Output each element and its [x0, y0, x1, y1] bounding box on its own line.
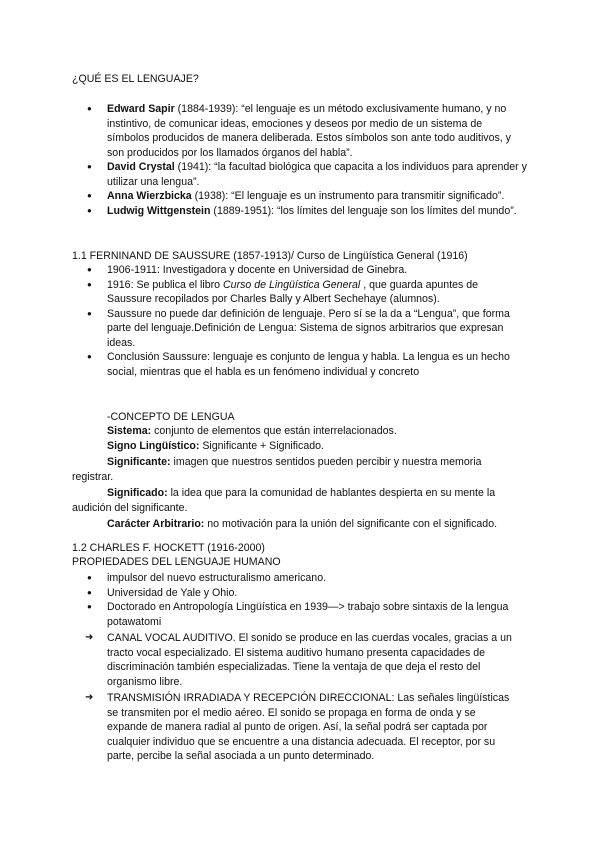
definition-item: Carácter Arbitrario: no motivación para la unión del significante con el significado.	[107, 518, 498, 530]
list-item: ● 1906-1911: Investigadora y docente en Universidad de Ginebra.	[107, 263, 517, 278]
list-item: ● Edward Sapir (1884-1939): “el lenguaje es un método exclusivamente humano, y no instintivo, de comunicar ideas, emociones y deseos por medio de un sistema de símbolos producidos de manera deliberada. Estos símbolos son ante todo auditivos, y son producidos por los llamados órganos del habla”.	[107, 102, 527, 160]
list-item: ● Ludwig Wittgenstein (1889-1951): “los límites del lenguaje son los límites del mundo”.	[107, 204, 527, 219]
definition-item: Significante: imagen que nuestros sentidos pueden percibir y nuestra memoria registrar.	[72, 456, 482, 483]
list-item: ● Saussure no puede dar definición de lenguaje. Pero sí se la da a “Lengua”, que forma parte del lenguaje.Definición de Lengua: Sistema de signos arbitrarios que expresan ideas.	[107, 307, 517, 351]
list-item: ● David Crystal (1941): “la facultad biológica que capacita a los individuos para aprender y utilizar una lengua”.	[107, 160, 527, 189]
list-item: ● Universidad de Yale y Ohio.	[107, 586, 517, 601]
definition-item: Significado: la idea que para la comunidad de hablantes despierta en su mente la audición del significante.	[72, 487, 496, 514]
hockett-list	[107, 571, 517, 764]
section-heading: 1.1 FERNINAND DE SAUSSURE (1857-1913)/ Curso de Lingüística General (1916)	[72, 250, 468, 262]
list-item: ● impulsor del nuevo estructuralismo americano.	[107, 571, 517, 586]
page-title: ¿QUÉ ES EL LENGUAJE?	[72, 73, 199, 85]
definition-item: Sistema: conjunto de elementos que están interrelacionados.	[107, 425, 397, 437]
list-item: ● Conclusión Saussure: lenguaje es conjunto de lengua y habla. La lengua es un hecho social, mientras que el habla es un fenómeno individual y concreto	[107, 350, 517, 379]
definitions-list	[107, 102, 527, 218]
section-heading: -CONCEPTO DE LENGUA	[107, 411, 235, 423]
list-item: ➜ CANAL VOCAL AUDITIVO. El sonido se produce en las cuerdas vocales, gracias a un tracto vocal especializado. El sistema auditivo humano presenta capacidades de discriminación también especializadas. Tiene la ventaja de que deja el resto del organismo libre.	[107, 631, 517, 689]
saussure-list	[107, 263, 517, 379]
section-heading: 1.2 CHARLES F. HOCKETT (1916-2000)	[72, 542, 265, 554]
concepto-definitions	[72, 424, 520, 532]
section-subheading: PROPIEDADES DEL LENGUAJE HUMANO	[72, 556, 281, 568]
definition-item: Signo Lingüístico: Significante + Significado.	[107, 439, 324, 452]
list-item: ● Anna Wierzbicka (1938): “El lenguaje es un instrumento para transmitir significado”.	[107, 189, 527, 204]
list-item: ● 1916: Se publica el libro Curso de Lingüística General , que guarda apuntes de Saussure recopilados por Charles Bally y Albert Sechehaye (alumnos).	[107, 278, 517, 307]
list-item: ● Doctorado en Antropología Lingüística en 1939—> trabajo sobre sintaxis de la lengua potawatomi	[107, 600, 517, 629]
list-item: ➜ TRANSMISIÓN IRRADIADA Y RECEPCIÓN DIRECCIONAL: Las señales lingüísticas se transmiten por el medio aéreo. El sonido se propaga en forma de onda y se expande de manera radial al punto de origen. Así, la señal podrá ser captada por cualquier individuo que se encuentre a una distancia adecuada. El receptor, por su parte, percibe la señal asociada a un punto determinado.	[107, 691, 517, 764]
